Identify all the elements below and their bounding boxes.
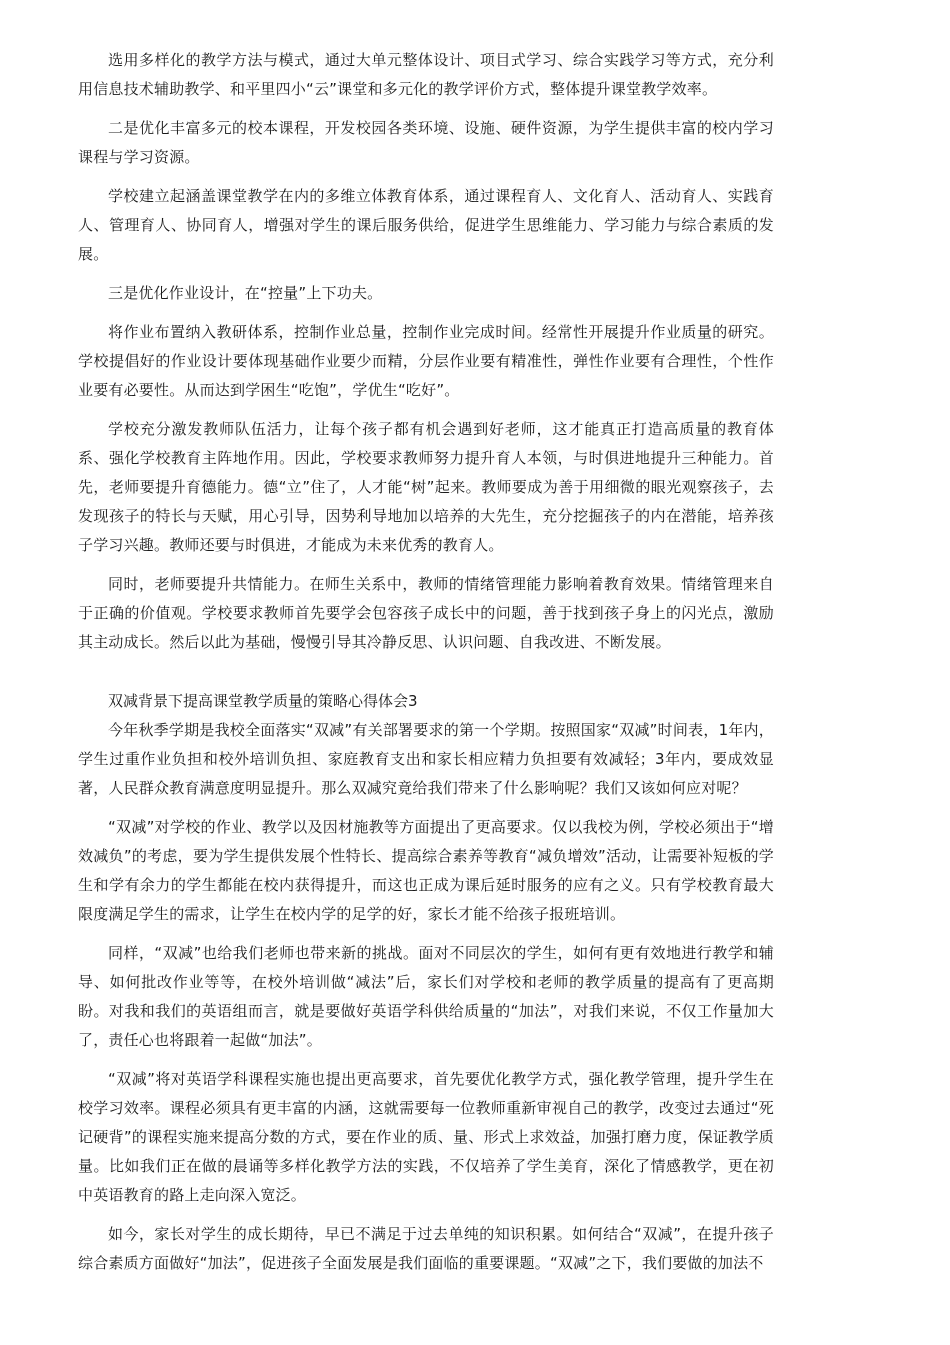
paragraph: 学校充分激发教师队伍活力，让每个孩子都有机会遇到好老师，这才能真正打造高质量的教育体系、强化学校教育主阵地作用。因此，学校要求教师努力提升育人本领，与时俱进地提升三种能力。首先，老师要提升育德能力。德“立”住了，人才能“树”起来。教师要成为善于用细微的眼光观察孩子，去发现孩子的特长与天赋，用心引导，因势利导地加以培养的大先生，充分挖掘孩子的内在潜能，培养孩子学习兴趣。教师还要与时俱进，才能成为未来优秀的教育人。	[78, 420, 774, 554]
paragraph: 学校建立起涵盖课堂教学在内的多维立体教育体系，通过课程育人、文化育人、活动育人、实践育人、管理育人、协同育人，增强对学生的课后服务供给，促进学生思维能力、学习能力与综合素质的发展。	[78, 187, 774, 263]
section-title: 双减背景下提高课堂教学质量的策略心得体会3	[108, 692, 418, 710]
paragraph: 将作业布置纳入教研体系，控制作业总量，控制作业完成时间。经常性开展提升作业质量的研究。学校提倡好的作业设计要体现基础作业要少而精，分层作业要有精准性，弹性作业要有合理性，个性作业要有必要性。从而达到学困生“吃饱”，学优生“吃好”。	[78, 323, 774, 399]
paragraph: 如今，家长对学生的成长期待，早已不满足于过去单纯的知识积累。如何结合“双减”，在提升孩子综合素质方面做好“加法”，促进孩子全面发展是我们面临的重要课题。“双减”之下，我们要做的加法不	[78, 1225, 774, 1272]
paragraph: “双减”将对英语学科课程实施也提出更高要求，首先要优化教学方式，强化教学管理，提升学生在校学习效率。课程必须具有更丰富的内涵，这就需要每一位教师重新审视自己的教学，改变过去通过“死记硬背”的课程实施来提高分数的方式，要在作业的质、量、形式上求效益，加强打磨力度，保证教学质量。比如我们正在做的晨诵等多样化教学方法的实践，不仅培养了学生美育，深化了情感教学，更在初中英语教育的路上走向深入宽泛。	[78, 1070, 774, 1204]
paragraph: 同时，老师要提升共情能力。在师生关系中，教师的情绪管理能力影响着教育效果。情绪管理来自于正确的价值观。学校要求教师首先要学会包容孩子成长中的问题，善于找到孩子身上的闪光点，激励其主动成长。然后以此为基础，慢慢引导其冷静反思、认识问题、自我改进、不断发展。	[78, 575, 774, 651]
paragraph: 选用多样化的教学方法与模式，通过大单元整体设计、项目式学习、综合实践学习等方式，充分利用信息技术辅助教学、和平里四小“云”课堂和多元化的教学评价方式，整体提升课堂教学效率。	[78, 51, 774, 98]
paragraph: “双减”对学校的作业、教学以及因材施教等方面提出了更高要求。仅以我校为例，学校必须出于“增效减负”的考虑，要为学生提供发展个性特长、提高综合素养等教育“减负增效”活动，让需要补短板的学生和学有余力的学生都能在校内获得提升，而这也正成为课后延时服务的应有之义。只有学校教育最大限度满足学生的需求，让学生在校内学的足学的好，家长才能不给孩子报班培训。	[78, 818, 774, 923]
paragraph: 三是优化作业设计，在“控量”上下功夫。	[108, 284, 383, 302]
paragraph: 同样，“双减”也给我们老师也带来新的挑战。面对不同层次的学生，如何有更有效地进行教学和辅导、如何批改作业等等，在校外培训做“减法”后，家长们对学校和老师的教学质量的提高有了更高期盼。对我和我们的英语组而言，就是要做好英语学科供给质量的“加法”，对我们来说，不仅工作量加大了，责任心也将跟着一起做“加法”。	[78, 944, 774, 1049]
paragraph: 二是优化丰富多元的校本课程，开发校园各类环境、设施、硬件资源，为学生提供丰富的校内学习课程与学习资源。	[78, 119, 774, 166]
paragraph: 今年秋季学期是我校全面落实“双减”有关部署要求的第一个学期。按照国家“双减”时间表，1年内，学生过重作业负担和校外培训负担、家庭教育支出和家长相应精力负担要有效减轻；3年内，要成效显著，人民群众教育满意度明显提升。那么双减究竟给我们带来了什么影响呢？我们又该如何应对呢？	[78, 721, 774, 797]
